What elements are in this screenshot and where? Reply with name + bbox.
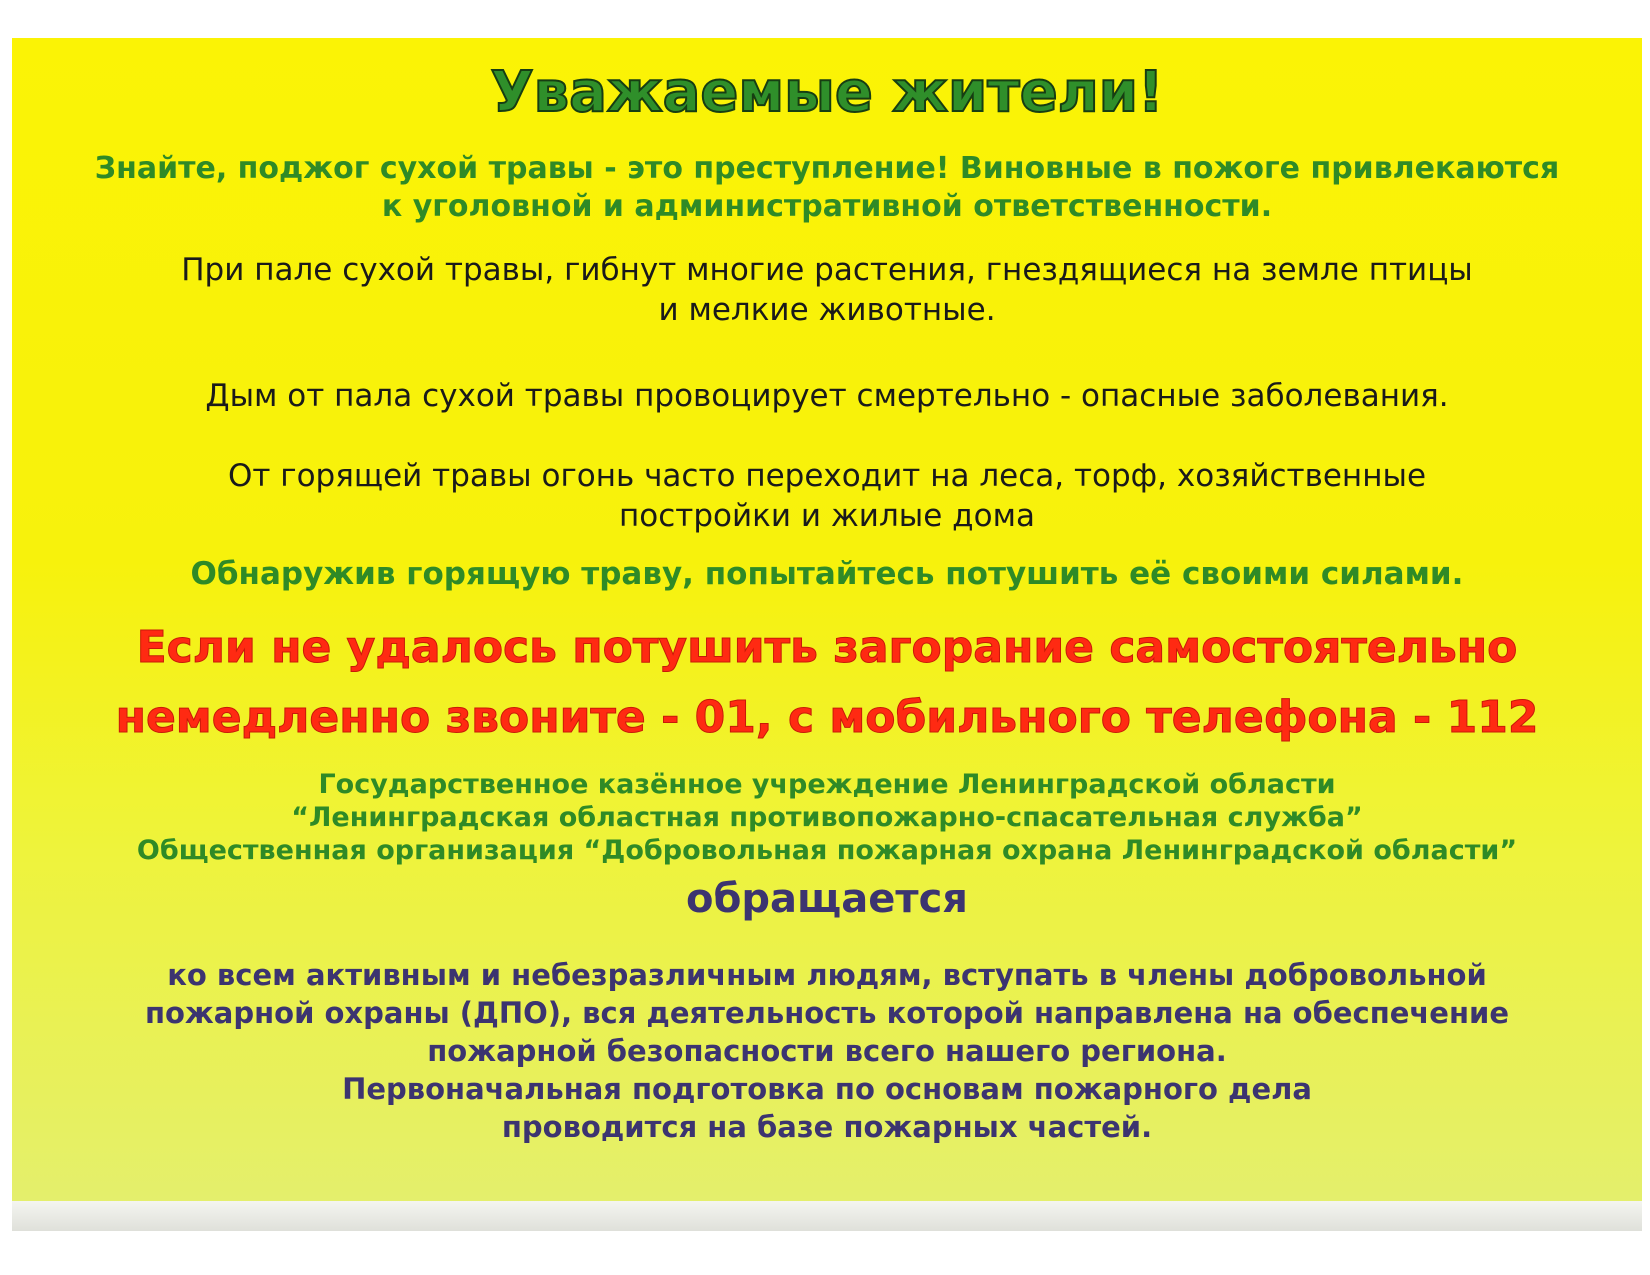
poster [12, 38, 1642, 1201]
alert-line: немедленно звоните - 01, с мобильного телефона - 112 [115, 692, 1539, 743]
paragraph-line: Дым от пала сухой травы провоцирует смертельно - опасные заболевания. [205, 378, 1449, 414]
paragraph-plants [12, 250, 1642, 330]
appeal-line: ко всем активным и небезразличным людям, вступать в члены добровольной [167, 958, 1487, 992]
intro-warning [12, 150, 1642, 226]
appeal-text [12, 956, 1642, 1146]
appeal-line: пожарной охраны (ДПО), вся деятельность которой направлена на обеспечение [144, 996, 1510, 1030]
action-line: Обнаружив горящую траву, попытайтесь потушить её своими силами. [190, 556, 1464, 592]
alert-line: Если не удалось потушить загорание самостоятельно [136, 622, 1518, 673]
paragraph-line: При пале сухой травы, гибнут многие растения, гнездящиеся на земле птицы [181, 252, 1473, 288]
organization-line: “Ленинградская областная противопожарно-спасательная служба” [291, 802, 1363, 833]
paragraph-line: и мелкие животные. [658, 292, 996, 328]
paragraph-smoke [12, 376, 1642, 416]
organization-line: Государственное казённое учреждение Ленинградской области [318, 769, 1336, 800]
appeal-line: Первоначальная подготовка по основам пожарного дела [342, 1072, 1312, 1106]
emergency-alert [12, 613, 1642, 753]
paragraph-line: постройки и жилые дома [619, 498, 1035, 534]
action-instruction [12, 556, 1642, 592]
paragraph-spread [12, 456, 1642, 536]
appeal-heading: обращается [686, 876, 968, 922]
intro-line: Знайте, поджог сухой травы - это преступление! Виновные в пожоге привлекаются [94, 151, 1560, 186]
poster-title: Уважаемые жители! [490, 60, 1164, 125]
appeal-line: проводится на базе пожарных частей. [501, 1110, 1153, 1144]
appeal-line: пожарной безопасности всего нашего региона. [427, 1034, 1227, 1068]
paragraph-line: От горящей травы огонь часто переходит на леса, торф, хозяйственные [227, 458, 1427, 494]
intro-line: к уголовной и административной ответственности. [381, 189, 1273, 224]
poster-bottom-edge [12, 1201, 1642, 1231]
organization-block [12, 768, 1642, 867]
organization-line: Общественная организация “Добровольная пожарная охрана Ленинградской области” [136, 835, 1518, 866]
